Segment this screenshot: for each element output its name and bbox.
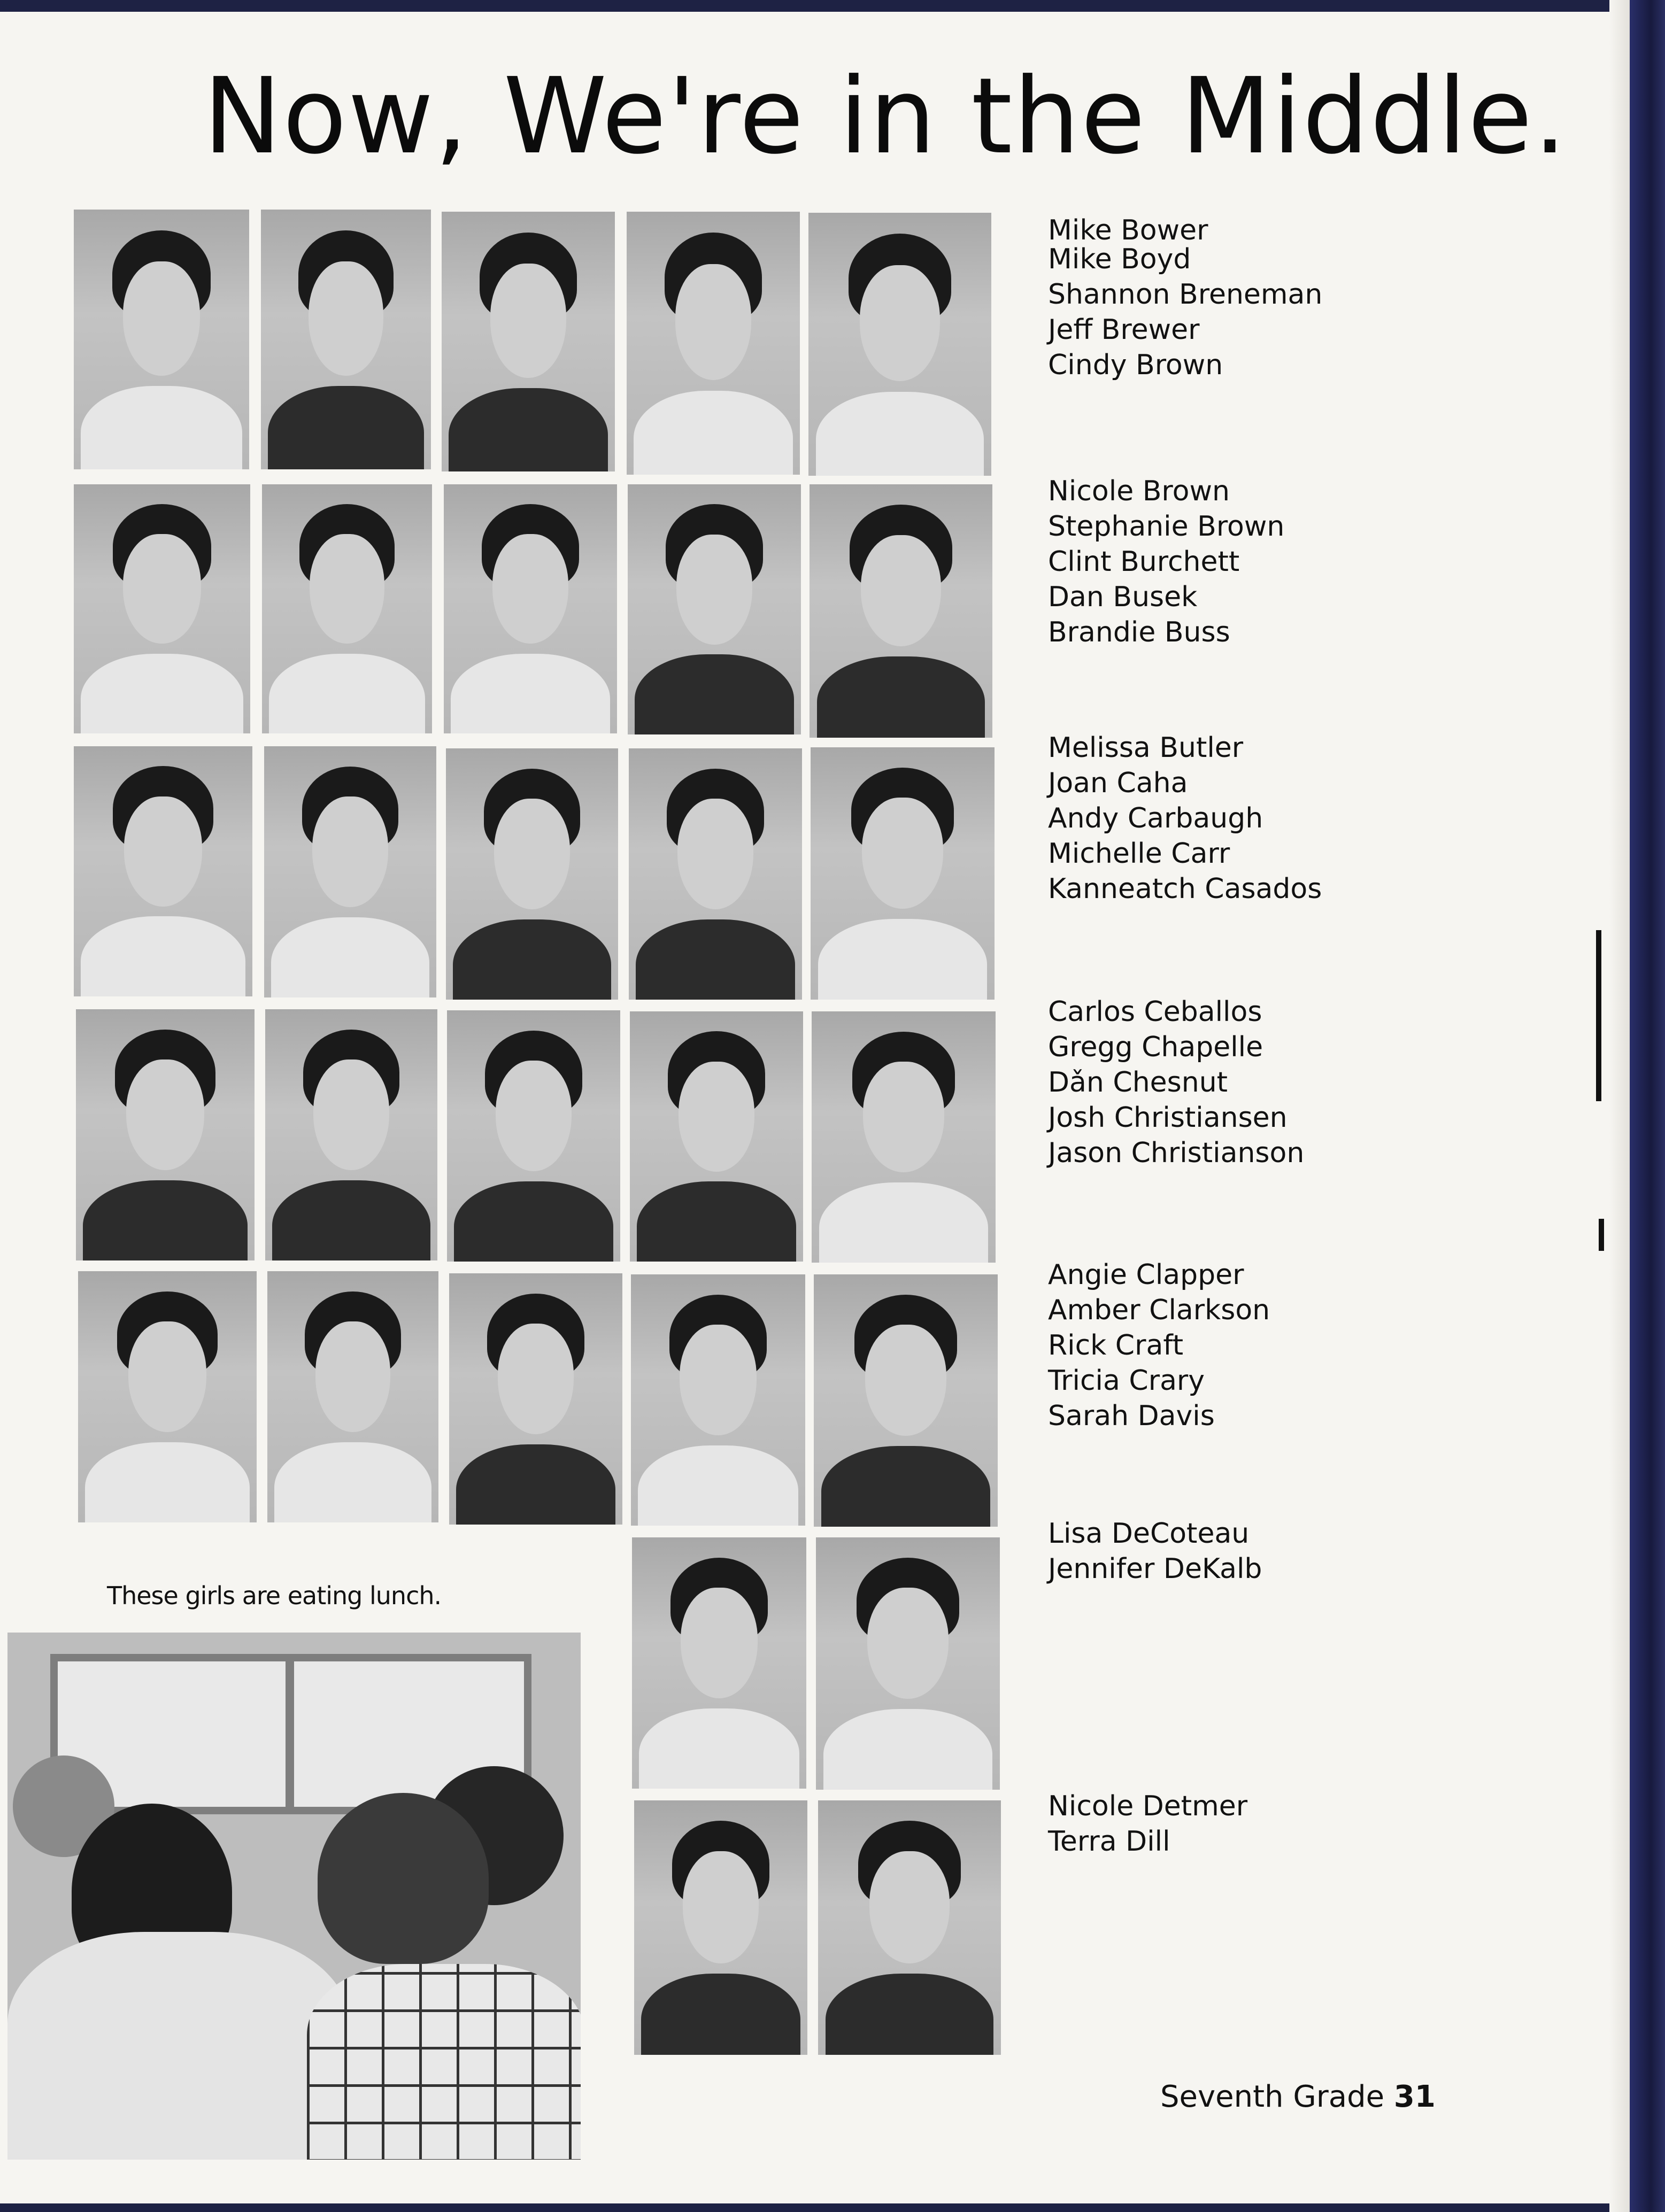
student-name: Joan Caha: [1048, 767, 1188, 799]
book-spine: [1630, 0, 1665, 2212]
student-name: Angie Clapper: [1048, 1259, 1244, 1291]
portrait-photo: [78, 1271, 257, 1522]
name-list: [1048, 1789, 1247, 1859]
portrait-photo: [627, 212, 800, 475]
portrait-photo: [811, 747, 995, 1000]
candid-photo: [7, 1633, 581, 2160]
name-list: [1048, 1257, 1270, 1434]
portrait-photo: [631, 1274, 805, 1526]
bottom-border: [0, 2203, 1665, 2212]
name-list: [1048, 994, 1304, 1171]
photo-caption: These girls are eating lunch.: [107, 1581, 442, 1610]
student-name: Nicole Detmer: [1048, 1790, 1248, 1822]
student-name: Carlos Ceballos: [1048, 996, 1262, 1028]
student-name: Mike Bower: [1048, 214, 1208, 246]
name-list: [1048, 474, 1284, 650]
portrait-photo: [446, 748, 618, 1000]
portrait-photo: [442, 212, 615, 471]
portrait-photo: [628, 484, 801, 734]
student-name: Dan Busek: [1048, 581, 1198, 613]
portrait-photo: [74, 746, 252, 996]
student-name: Mike Boyd: [1048, 243, 1191, 275]
top-border: [0, 0, 1665, 12]
portrait-photo: [76, 1009, 255, 1260]
portrait-photo: [814, 1274, 998, 1527]
student-name: Nicole Brown: [1048, 475, 1230, 507]
portrait-photo: [818, 1800, 1001, 2055]
student-name: Gregg Chapelle: [1048, 1031, 1263, 1063]
portrait-photo: [449, 1273, 622, 1525]
student-name: Sarah Davis: [1048, 1400, 1215, 1432]
student-name: Lisa DeCoteau: [1048, 1518, 1250, 1550]
portrait-photo: [630, 1011, 803, 1262]
portrait-photo: [808, 213, 991, 476]
page-title: Now, We're in the Middle.: [203, 56, 1568, 177]
student-name: Terra Dill: [1048, 1826, 1170, 1858]
page-edge-shadow: [1609, 0, 1630, 2212]
portrait-photo: [261, 210, 431, 469]
student-name: Melissa Butler: [1048, 732, 1244, 764]
student-name: Shannon Breneman: [1048, 279, 1323, 311]
student-name: Stephanie Brown: [1048, 511, 1285, 543]
student-name: Jennifer DeKalb: [1048, 1553, 1262, 1585]
section-label: Seventh Grade: [1160, 2079, 1385, 2114]
student-name: Andy Carbaugh: [1048, 802, 1263, 834]
student-name: Rick Craft: [1048, 1329, 1184, 1362]
student-name: Dǎn Chesnut: [1048, 1066, 1228, 1099]
student-name: Kanneatch Casados: [1048, 873, 1322, 905]
page-number: 31: [1393, 2079, 1436, 2114]
portrait-photo: [629, 748, 802, 1000]
portrait-photo: [812, 1011, 996, 1263]
student-name: Clint Burchett: [1048, 546, 1240, 578]
student-name: Josh Christiansen: [1048, 1102, 1288, 1134]
portrait-photo: [816, 1537, 1000, 1790]
portrait-photo: [265, 1009, 437, 1260]
student-name: Cindy Brown: [1048, 349, 1223, 381]
spine-scratch: [1596, 930, 1601, 1101]
portrait-photo: [262, 484, 432, 733]
spine-scratch: [1599, 1219, 1604, 1251]
page-footer: [1160, 2079, 1436, 2114]
portrait-photo: [810, 484, 992, 738]
portrait-photo: [74, 484, 250, 733]
portrait-photo: [74, 210, 249, 469]
portrait-photo: [632, 1537, 806, 1789]
student-name: Amber Clarkson: [1048, 1294, 1270, 1326]
student-name: Michelle Carr: [1048, 838, 1230, 870]
student-name: Jason Christianson: [1048, 1137, 1305, 1169]
student-name: Tricia Crary: [1048, 1365, 1205, 1397]
portrait-photo: [264, 746, 436, 997]
name-list: [1048, 213, 1322, 383]
student-name: Jeff Brewer: [1048, 314, 1200, 346]
portrait-photo: [267, 1271, 438, 1522]
name-list: [1048, 730, 1322, 907]
portrait-photo: [447, 1010, 620, 1262]
name-list: [1048, 1516, 1262, 1587]
portrait-photo: [634, 1800, 807, 2055]
portrait-photo: [444, 484, 617, 733]
student-name: Brandie Buss: [1048, 616, 1230, 648]
